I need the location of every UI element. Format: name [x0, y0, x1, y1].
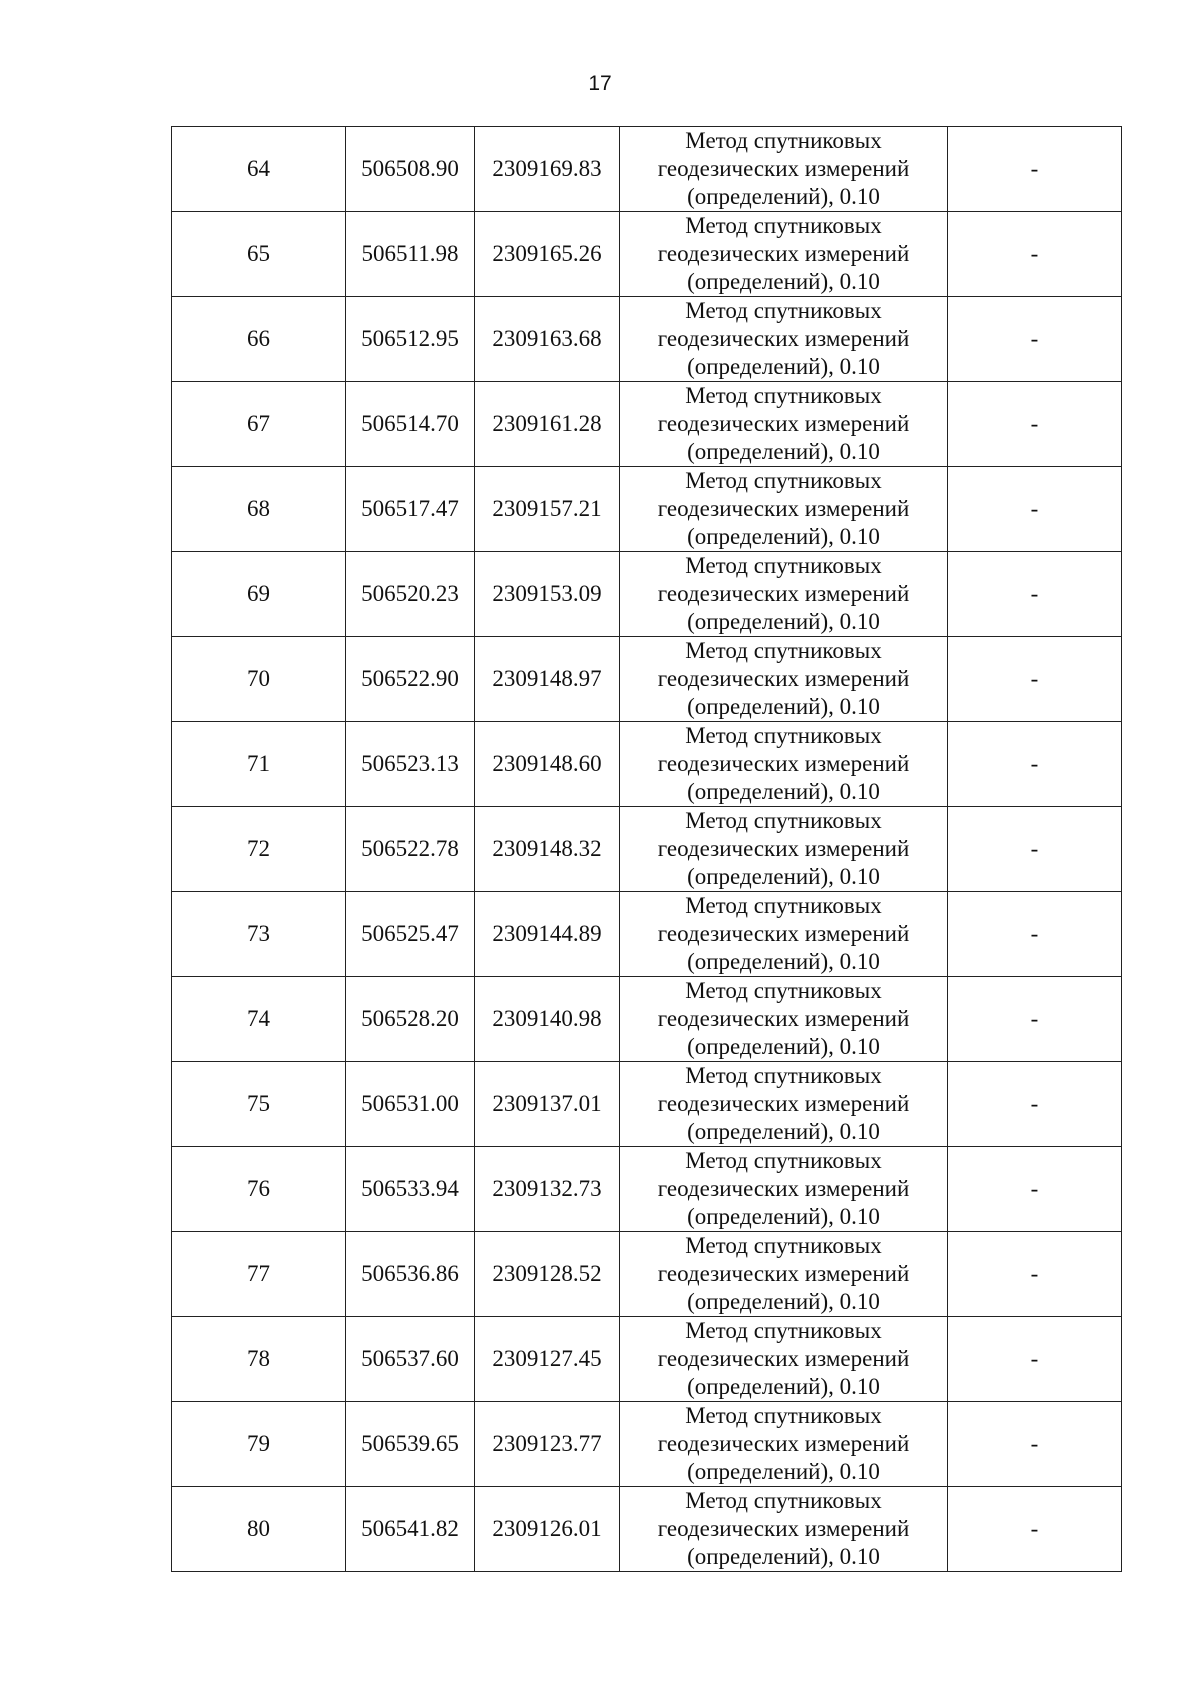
note-cell: -: [948, 892, 1122, 977]
y-coordinate-cell: 2309148.32: [475, 807, 620, 892]
coordinates-table-body: [172, 127, 1122, 1572]
x-coordinate-cell: 506539.65: [346, 1402, 475, 1487]
method-text-line: Метод спутниковых: [685, 723, 882, 748]
note-cell: -: [948, 382, 1122, 467]
note-cell: -: [948, 977, 1122, 1062]
method-text-line: Метод спутниковых: [685, 553, 882, 578]
y-coordinate-cell: 2309144.89: [475, 892, 620, 977]
x-coordinate-cell: 506511.98: [346, 212, 475, 297]
note-cell: -: [948, 1232, 1122, 1317]
method-cell: [620, 1402, 948, 1487]
method-text-line: (определений), 0.10: [687, 269, 880, 294]
point-number-cell: 66: [172, 297, 346, 382]
note-cell: -: [948, 552, 1122, 637]
method-text-line: геодезических измерений: [657, 666, 910, 691]
x-coordinate-cell: 506520.23: [346, 552, 475, 637]
method-text-line: (определений), 0.10: [687, 524, 880, 549]
point-number-cell: 75: [172, 1062, 346, 1147]
method-cell: [620, 722, 948, 807]
x-coordinate-cell: 506541.82: [346, 1487, 475, 1572]
method-text-line: геодезических измерений: [657, 751, 910, 776]
point-number-cell: 79: [172, 1402, 346, 1487]
table-row: [172, 1487, 1122, 1572]
y-coordinate-cell: 2309127.45: [475, 1317, 620, 1402]
table-row: [172, 552, 1122, 637]
method-cell: [620, 977, 948, 1062]
table-row: [172, 807, 1122, 892]
method-text-line: геодезических измерений: [657, 1431, 910, 1456]
point-number-cell: 69: [172, 552, 346, 637]
point-number-cell: 67: [172, 382, 346, 467]
method-text-line: Метод спутниковых: [685, 808, 882, 833]
method-text-line: (определений), 0.10: [687, 1119, 880, 1144]
note-cell: -: [948, 127, 1122, 212]
point-number-cell: 70: [172, 637, 346, 722]
table-row: [172, 467, 1122, 552]
method-text-line: (определений), 0.10: [687, 1374, 880, 1399]
note-cell: -: [948, 1402, 1122, 1487]
y-coordinate-cell: 2309157.21: [475, 467, 620, 552]
method-cell: [620, 1147, 948, 1232]
point-number-cell: 64: [172, 127, 346, 212]
method-cell: [620, 1232, 948, 1317]
x-coordinate-cell: 506508.90: [346, 127, 475, 212]
y-coordinate-cell: 2309126.01: [475, 1487, 620, 1572]
method-text-line: геодезических измерений: [657, 581, 910, 606]
method-cell: [620, 1487, 948, 1572]
method-cell: [620, 637, 948, 722]
table-row: [172, 977, 1122, 1062]
y-coordinate-cell: 2309123.77: [475, 1402, 620, 1487]
method-cell: [620, 1062, 948, 1147]
method-text-line: Метод спутниковых: [685, 893, 882, 918]
table-row: [172, 1062, 1122, 1147]
point-number-cell: 80: [172, 1487, 346, 1572]
x-coordinate-cell: 506512.95: [346, 297, 475, 382]
method-text-line: Метод спутниковых: [685, 468, 882, 493]
method-text-line: (определений), 0.10: [687, 1034, 880, 1059]
method-cell: [620, 212, 948, 297]
note-cell: -: [948, 1317, 1122, 1402]
x-coordinate-cell: 506522.90: [346, 637, 475, 722]
note-cell: -: [948, 1147, 1122, 1232]
method-text-line: Метод спутниковых: [685, 128, 882, 153]
table-row: [172, 1317, 1122, 1402]
y-coordinate-cell: 2309165.26: [475, 212, 620, 297]
method-cell: [620, 552, 948, 637]
y-coordinate-cell: 2309161.28: [475, 382, 620, 467]
method-text-line: Метод спутниковых: [685, 1063, 882, 1088]
table-row: [172, 892, 1122, 977]
method-text-line: (определений), 0.10: [687, 1289, 880, 1314]
point-number-cell: 76: [172, 1147, 346, 1232]
x-coordinate-cell: 506531.00: [346, 1062, 475, 1147]
point-number-cell: 72: [172, 807, 346, 892]
method-text-line: Метод спутниковых: [685, 298, 882, 323]
method-text-line: Метод спутниковых: [685, 1488, 882, 1513]
method-text-line: (определений), 0.10: [687, 864, 880, 889]
method-text-line: (определений), 0.10: [687, 1544, 880, 1569]
x-coordinate-cell: 506528.20: [346, 977, 475, 1062]
method-text-line: (определений), 0.10: [687, 1459, 880, 1484]
method-cell: [620, 892, 948, 977]
method-cell: [620, 807, 948, 892]
y-coordinate-cell: 2309148.97: [475, 637, 620, 722]
x-coordinate-cell: 506523.13: [346, 722, 475, 807]
note-cell: -: [948, 212, 1122, 297]
note-cell: -: [948, 722, 1122, 807]
table-row: [172, 297, 1122, 382]
point-number-cell: 65: [172, 212, 346, 297]
method-text-line: геодезических измерений: [657, 156, 910, 181]
method-text-line: (определений), 0.10: [687, 439, 880, 464]
method-text-line: геодезических измерений: [657, 326, 910, 351]
method-text-line: Метод спутниковых: [685, 638, 882, 663]
page-number: 17: [588, 72, 612, 95]
note-cell: -: [948, 297, 1122, 382]
coordinates-table: [171, 126, 1122, 1572]
point-number-cell: 78: [172, 1317, 346, 1402]
method-text-line: Метод спутниковых: [685, 1318, 882, 1343]
method-text-line: (определений), 0.10: [687, 1204, 880, 1229]
method-text-line: Метод спутниковых: [685, 1233, 882, 1258]
x-coordinate-cell: 506537.60: [346, 1317, 475, 1402]
method-text-line: (определений), 0.10: [687, 609, 880, 634]
table-row: [172, 1402, 1122, 1487]
table-row: [172, 1232, 1122, 1317]
note-cell: -: [948, 637, 1122, 722]
method-text-line: Метод спутниковых: [685, 1148, 882, 1173]
table-row: [172, 1147, 1122, 1232]
note-cell: -: [948, 467, 1122, 552]
method-text-line: геодезических измерений: [657, 836, 910, 861]
y-coordinate-cell: 2309148.60: [475, 722, 620, 807]
note-cell: -: [948, 1487, 1122, 1572]
point-number-cell: 68: [172, 467, 346, 552]
method-cell: [620, 382, 948, 467]
method-cell: [620, 297, 948, 382]
method-text-line: геодезических измерений: [657, 1261, 910, 1286]
method-text-line: Метод спутниковых: [685, 383, 882, 408]
y-coordinate-cell: 2309132.73: [475, 1147, 620, 1232]
x-coordinate-cell: 506514.70: [346, 382, 475, 467]
method-text-line: геодезических измерений: [657, 1346, 910, 1371]
y-coordinate-cell: 2309137.01: [475, 1062, 620, 1147]
table-row: [172, 722, 1122, 807]
point-number-cell: 74: [172, 977, 346, 1062]
method-text-line: геодезических измерений: [657, 1006, 910, 1031]
point-number-cell: 77: [172, 1232, 346, 1317]
method-text-line: (определений), 0.10: [687, 949, 880, 974]
x-coordinate-cell: 506522.78: [346, 807, 475, 892]
method-cell: [620, 127, 948, 212]
method-text-line: Метод спутниковых: [685, 978, 882, 1003]
method-text-line: геодезических измерений: [657, 921, 910, 946]
method-text-line: (определений), 0.10: [687, 694, 880, 719]
x-coordinate-cell: 506525.47: [346, 892, 475, 977]
method-cell: [620, 467, 948, 552]
method-text-line: (определений), 0.10: [687, 779, 880, 804]
table-row: [172, 127, 1122, 212]
method-text-line: Метод спутниковых: [685, 213, 882, 238]
x-coordinate-cell: 506533.94: [346, 1147, 475, 1232]
method-text-line: (определений), 0.10: [687, 354, 880, 379]
method-text-line: геодезических измерений: [657, 496, 910, 521]
method-text-line: геодезических измерений: [657, 241, 910, 266]
method-text-line: геодезических измерений: [657, 1091, 910, 1116]
y-coordinate-cell: 2309128.52: [475, 1232, 620, 1317]
y-coordinate-cell: 2309140.98: [475, 977, 620, 1062]
note-cell: -: [948, 1062, 1122, 1147]
method-cell: [620, 1317, 948, 1402]
x-coordinate-cell: 506536.86: [346, 1232, 475, 1317]
method-text-line: геодезических измерений: [657, 411, 910, 436]
note-cell: -: [948, 807, 1122, 892]
point-number-cell: 71: [172, 722, 346, 807]
table-row: [172, 212, 1122, 297]
method-text-line: геодезических измерений: [657, 1516, 910, 1541]
point-number-cell: 73: [172, 892, 346, 977]
table-row: [172, 382, 1122, 467]
y-coordinate-cell: 2309169.83: [475, 127, 620, 212]
method-text-line: (определений), 0.10: [687, 184, 880, 209]
method-text-line: геодезических измерений: [657, 1176, 910, 1201]
table-row: [172, 637, 1122, 722]
method-text-line: Метод спутниковых: [685, 1403, 882, 1428]
x-coordinate-cell: 506517.47: [346, 467, 475, 552]
y-coordinate-cell: 2309153.09: [475, 552, 620, 637]
y-coordinate-cell: 2309163.68: [475, 297, 620, 382]
